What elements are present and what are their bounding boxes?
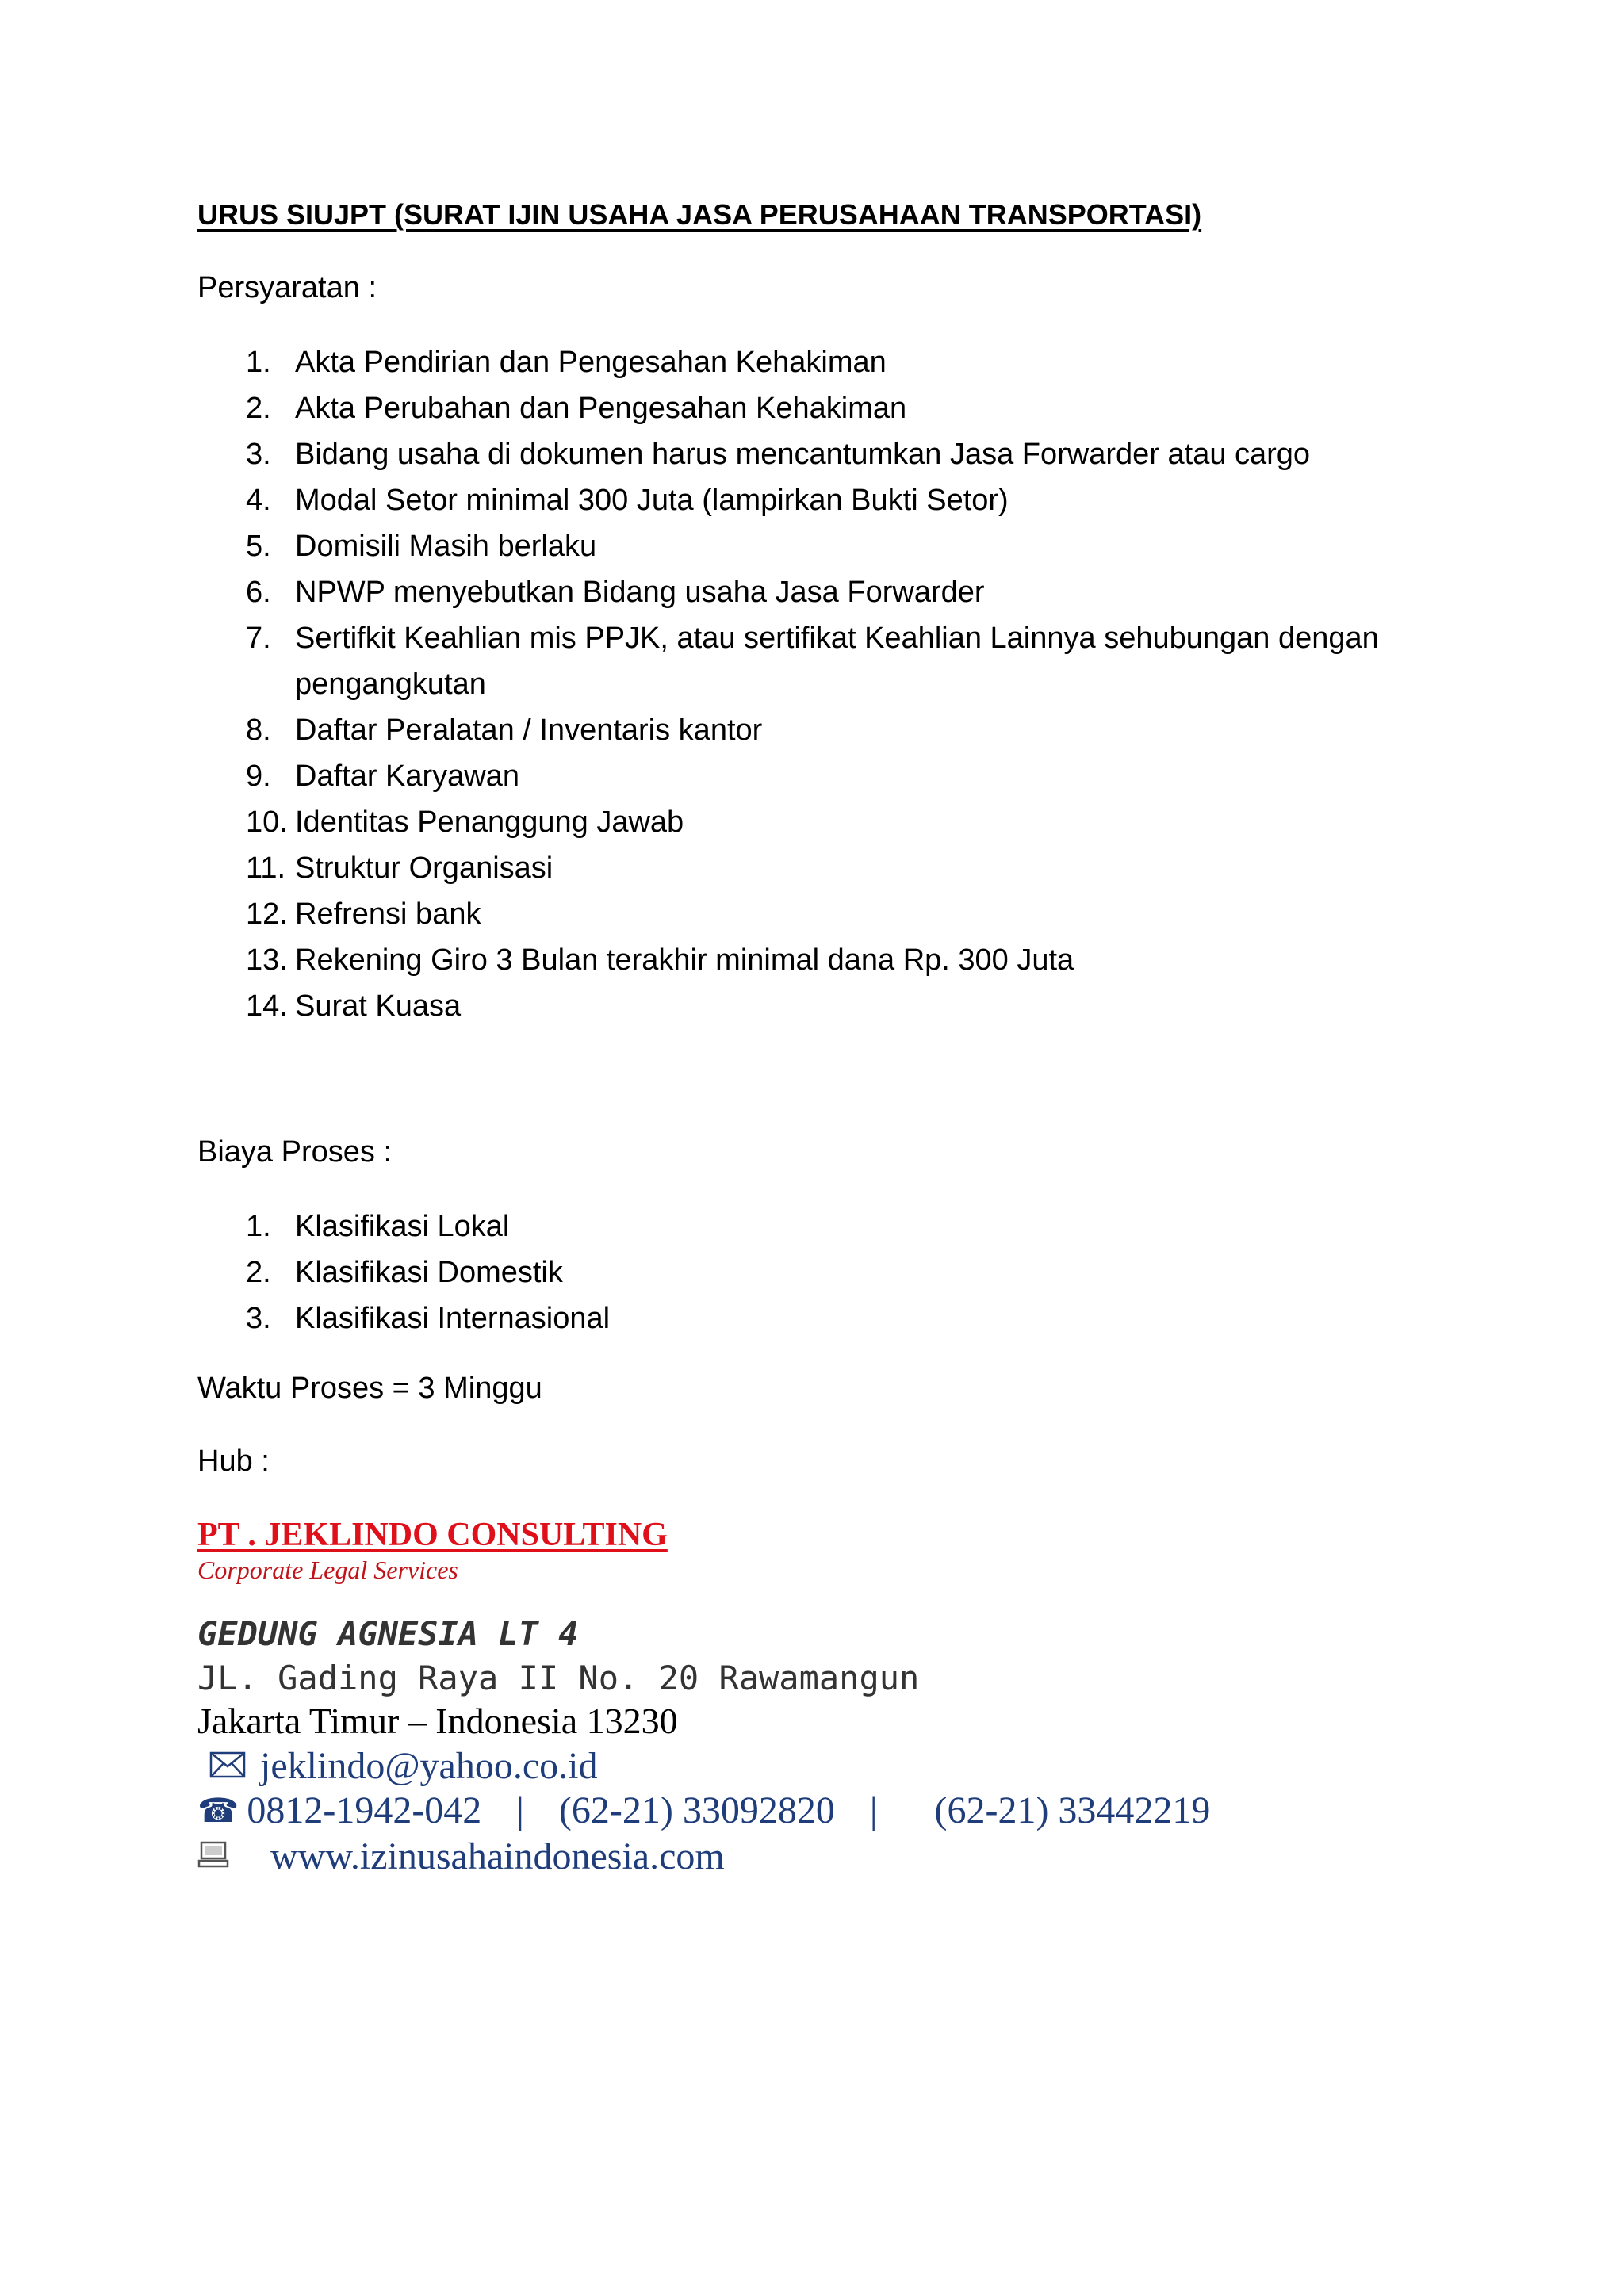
phone-separator: | <box>516 1789 524 1831</box>
list-item-number: 5. <box>246 530 271 563</box>
list-item-number: 10. <box>246 806 288 839</box>
list-item-number: 6. <box>246 576 271 609</box>
list-item-text: Klasifikasi Internasional <box>295 1302 611 1335</box>
list-item-number: 14. <box>246 989 288 1023</box>
list-item-number: 7. <box>246 622 271 655</box>
list-item-text: Struktur Organisasi <box>295 851 553 885</box>
list-item <box>246 845 1461 891</box>
list-item-number: 3. <box>246 438 271 471</box>
list-item-text: Daftar Karyawan <box>295 760 520 793</box>
list-item-number: 12. <box>246 897 288 931</box>
list-item <box>246 339 1461 385</box>
list-item <box>246 431 1461 477</box>
contact-label: Hub : <box>197 1445 270 1478</box>
email-row <box>209 1744 597 1788</box>
list-item-text: Domisili Masih berlaku <box>295 530 597 563</box>
company-building: GEDUNG AGNESIA LT 4 <box>197 1614 579 1653</box>
list-item <box>246 385 1461 431</box>
list-item-text: Akta Pendirian dan Pengesahan Kehakiman <box>295 346 887 379</box>
list-item-number: 1. <box>246 1210 271 1243</box>
list-item-text: Daftar Peralatan / Inventaris kantor <box>295 714 763 747</box>
company-city: Jakarta Timur – Indonesia 13230 <box>197 1701 678 1741</box>
list-item-text: Refrensi bank <box>295 897 481 931</box>
email-link[interactable]: jeklindo@yahoo.co.id <box>260 1745 598 1787</box>
telephone-icon: ☎ <box>197 1791 239 1830</box>
list-item-number: 9. <box>246 760 271 793</box>
list-item-number: 1. <box>246 346 271 379</box>
phone-number: 0812-1942-042 <box>247 1789 482 1831</box>
list-item-number: 3. <box>246 1302 271 1335</box>
requirements-list <box>246 339 1461 1029</box>
list-item-text: Identitas Penanggung Jawab <box>295 806 684 839</box>
website-link[interactable]: www.izinusahaindonesia.com <box>270 1835 725 1877</box>
list-item-text: Sertifkit Keahlian mis PPJK, atau sertifikat Keahlian Lainnya sehubungan dengan pengangkutan <box>295 622 1379 701</box>
envelope-icon <box>209 1744 246 1788</box>
list-item <box>246 1203 1461 1249</box>
list-item <box>246 1295 1461 1341</box>
page-title: URUS SIUJPT (SURAT IJIN USAHA JASA PERUSAHAAN TRANSPORTASI) <box>197 198 1202 231</box>
list-item-number: 8. <box>246 714 271 747</box>
list-item <box>246 891 1461 937</box>
list-item <box>246 1249 1461 1295</box>
cost-list <box>246 1203 1461 1341</box>
list-item-number: 11. <box>246 851 286 885</box>
phone-row <box>197 1789 1210 1832</box>
list-item-number: 2. <box>246 392 271 425</box>
list-item-text: Rekening Giro 3 Bulan terakhir minimal dana Rp. 300 Juta <box>295 943 1074 977</box>
company-tagline: Corporate Legal Services <box>197 1556 458 1584</box>
company-block <box>197 1516 668 1585</box>
requirements-label: Persyaratan : <box>197 271 377 304</box>
company-street: JL. Gading Raya II No. 20 Rawamangun <box>197 1659 920 1697</box>
cost-label: Biaya Proses : <box>197 1135 392 1169</box>
list-item <box>246 937 1461 983</box>
list-item-text: Modal Setor minimal 300 Juta (lampirkan Bukti Setor) <box>295 484 1009 517</box>
company-name: PT . JEKLINDO CONSULTING <box>197 1517 668 1553</box>
list-item <box>246 523 1461 569</box>
list-item <box>246 569 1461 615</box>
list-item <box>246 707 1461 753</box>
list-item-text: Klasifikasi Domestik <box>295 1256 563 1289</box>
list-item-text: Akta Perubahan dan Pengesahan Kehakiman <box>295 392 907 425</box>
list-item-text: NPWP menyebutkan Bidang usaha Jasa Forwarder <box>295 576 985 609</box>
list-item <box>246 983 1461 1029</box>
phone-number: (62-21) 33442219 <box>934 1789 1211 1831</box>
list-item-number: 4. <box>246 484 271 517</box>
list-item-text: Bidang usaha di dokumen harus mencantumkan Jasa Forwarder atau cargo <box>295 438 1311 471</box>
list-item-number: 13. <box>246 943 288 977</box>
list-item <box>246 799 1461 845</box>
process-time: Waktu Proses = 3 Minggu <box>197 1372 542 1405</box>
list-item <box>246 753 1461 799</box>
phone-number: (62-21) 33092820 <box>558 1789 835 1831</box>
phone-separator: | <box>869 1789 878 1831</box>
list-item <box>246 615 1461 707</box>
list-item-text: Klasifikasi Lokal <box>295 1210 510 1243</box>
list-item-text: Surat Kuasa <box>295 989 462 1023</box>
list-item <box>246 477 1461 523</box>
list-item-number: 2. <box>246 1256 271 1289</box>
website-row <box>197 1835 725 1878</box>
computer-icon <box>197 1835 229 1878</box>
